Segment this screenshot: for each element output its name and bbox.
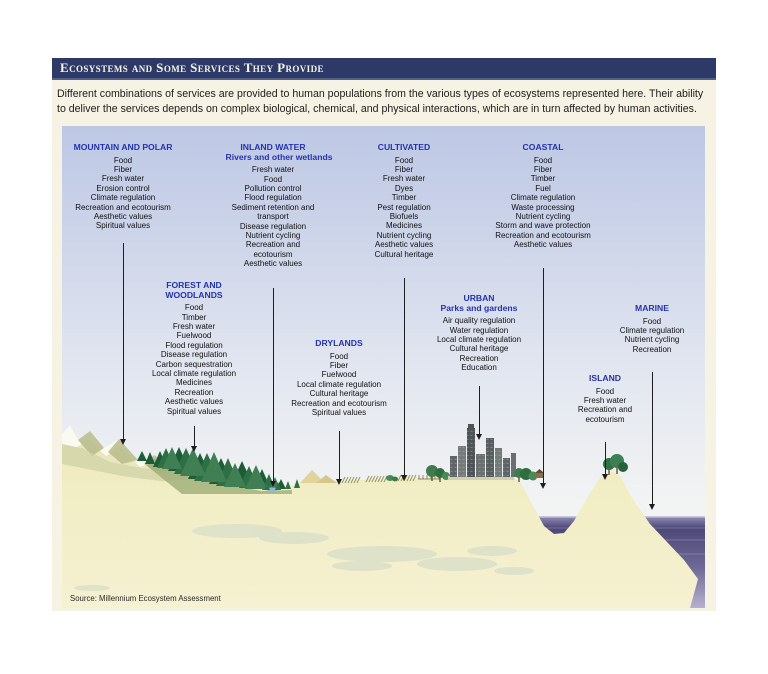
ecosystem-title: DRYLANDS (315, 338, 363, 348)
ecosystem-title: URBAN (463, 293, 495, 303)
service-item: Fiber (329, 361, 349, 370)
ecosystem-title: INLAND WATER (240, 142, 306, 152)
service-item: Local climate regulation (436, 335, 522, 344)
service-item: Climate regulation (90, 193, 156, 203)
service-item: Fresh water (172, 322, 216, 331)
service-item: Food (394, 155, 414, 165)
dunes (300, 470, 337, 483)
service-item: Storm and wave protection (495, 221, 591, 231)
ecosystem-diagram (62, 126, 705, 608)
service-item: Food (533, 155, 553, 165)
services-list (597, 317, 707, 355)
ecosystem-title: ISLAND (589, 373, 621, 383)
service-item: Dyes (394, 183, 414, 193)
ecosystem-cultivated (349, 143, 459, 259)
service-item: Sediment retention and transport (231, 202, 315, 222)
services-list (416, 316, 542, 372)
services-list (226, 165, 321, 268)
services-list (137, 303, 252, 416)
service-item: Cultural heritage (309, 389, 369, 399)
arrow-island (605, 442, 606, 474)
intro-block (52, 80, 716, 126)
ecosystem-title: FOREST AND WOODLANDS (165, 280, 223, 300)
service-item: Waste processing (511, 202, 575, 212)
service-item: Local climate regulation (151, 369, 237, 379)
service-item: Recreation and ecotourism (577, 405, 633, 424)
service-item: Recreation and ecotourism (245, 240, 301, 259)
service-item: Food (642, 316, 662, 326)
services-list (573, 387, 637, 425)
island-trees (603, 454, 628, 475)
service-item: Fiber (113, 165, 133, 174)
service-item: Spiritual values (166, 406, 222, 416)
service-item: Water regulation (449, 325, 509, 335)
ecosystem-mountain-and-polar (67, 143, 179, 231)
service-item: Timber (391, 193, 417, 203)
figure-title: Ecosystems and Some Services They Provide (60, 60, 324, 75)
arrow-cultivated (404, 278, 405, 475)
service-item: Spiritual values (311, 408, 367, 418)
service-item: Education (461, 363, 497, 373)
title-bar (52, 58, 716, 80)
ecosystem-inland-water (225, 142, 333, 269)
services-list (481, 156, 605, 250)
service-item: Fuel (535, 183, 551, 193)
ecosystem-urban (416, 294, 542, 373)
service-item: Fresh water (583, 396, 627, 405)
ecosystem-title: COASTAL (522, 142, 564, 152)
arrow-forest-and-woodlands (194, 426, 195, 446)
arrow-urban (479, 386, 480, 434)
service-item: Fresh water (101, 174, 145, 184)
ecosystem-title: MOUNTAIN AND POLAR (73, 142, 173, 152)
services-list (349, 156, 459, 259)
service-item: Air quality regulation (442, 316, 516, 326)
service-item: Cultural heritage (374, 249, 434, 259)
service-item: Climate regulation (619, 326, 685, 335)
urban-trees-right (514, 468, 538, 482)
service-item: Aesthetic values (93, 212, 153, 222)
ecosystem-island (573, 374, 637, 424)
service-item: Disease regulation (239, 221, 307, 231)
source-credit: Source: Millennium Ecosystem Assessment (70, 594, 221, 603)
service-item: Fuelwood (176, 331, 212, 341)
service-item: Fiber (533, 165, 553, 174)
service-item: Timber (181, 312, 207, 322)
service-item: Recreation (632, 344, 672, 354)
service-item: Flood regulation (165, 340, 223, 350)
service-item: Aesthetic values (164, 397, 224, 407)
service-item: Erosion control (96, 183, 150, 193)
arrow-drylands (339, 431, 340, 479)
arrow-inland-water (273, 288, 274, 481)
service-item: Recreation and ecotourism (75, 202, 171, 212)
arrow-coastal (543, 268, 544, 483)
service-item: Recreation and ecotourism (495, 230, 591, 240)
terrain (62, 425, 698, 608)
service-item: Recreation and ecotourism (291, 398, 387, 408)
arrow-mountain-and-polar (123, 243, 124, 439)
ecosystem-subtitle: Rivers and other wetlands (225, 151, 333, 162)
ecosystem-title: CULTIVATED (377, 142, 431, 152)
service-item: Pest regulation (377, 202, 431, 212)
service-item: Aesthetic values (243, 259, 303, 269)
ecosystem-subtitle: Parks and gardens (440, 302, 518, 313)
service-item: Fiber (394, 165, 414, 174)
service-item: Recreation (174, 387, 214, 397)
figure-panel (52, 58, 716, 611)
service-item: Flood regulation (244, 193, 302, 203)
service-item: Medicines (175, 378, 212, 388)
services-list (67, 156, 179, 231)
service-item: Food (184, 303, 204, 313)
arrow-marine (652, 372, 653, 504)
service-item: Spiritual values (95, 221, 151, 231)
ecosystem-forest-and-woodlands (137, 281, 252, 416)
ecosystem-title: MARINE (635, 303, 669, 313)
service-item: Food (329, 351, 349, 361)
ecosystem-drylands (276, 339, 402, 417)
ecosystem-marine (597, 304, 707, 354)
intro-text: Different combinations of services are provided to human populations from the various types of ecosystems represented here. Their ability to deliver the services depends on complex biological, chemical, and physical interactions, which are in turn affected by human activities. (57, 88, 704, 115)
service-item: Pollution control (244, 184, 302, 193)
service-item: Carbon sequestration (155, 359, 233, 369)
service-item: Timber (530, 174, 556, 184)
service-item: Fuelwood (321, 370, 357, 380)
service-item: Nutrient cycling (245, 231, 301, 241)
service-item: Food (113, 155, 133, 165)
service-item: Nutrient cycling (515, 212, 571, 222)
service-item: Aesthetic values (513, 240, 573, 250)
service-item: Local climate regulation (296, 379, 382, 389)
ecosystem-coastal (481, 143, 605, 250)
service-item: Nutrient cycling (624, 335, 680, 345)
service-item: Cultural heritage (449, 344, 509, 354)
service-item: Fresh water (382, 174, 426, 184)
service-item: Medicines (385, 221, 422, 231)
service-item: Fresh water (251, 165, 295, 175)
service-item: Biofuels (389, 212, 419, 222)
service-item: Disease regulation (160, 350, 228, 360)
service-item: Climate regulation (510, 193, 576, 203)
city (448, 424, 516, 480)
services-list (276, 352, 402, 418)
service-item: Food (263, 174, 283, 184)
service-item: Nutrient cycling (376, 230, 432, 240)
service-item: Aesthetic values (374, 240, 434, 250)
service-item: Recreation (459, 353, 499, 363)
service-item: Food (595, 386, 615, 396)
